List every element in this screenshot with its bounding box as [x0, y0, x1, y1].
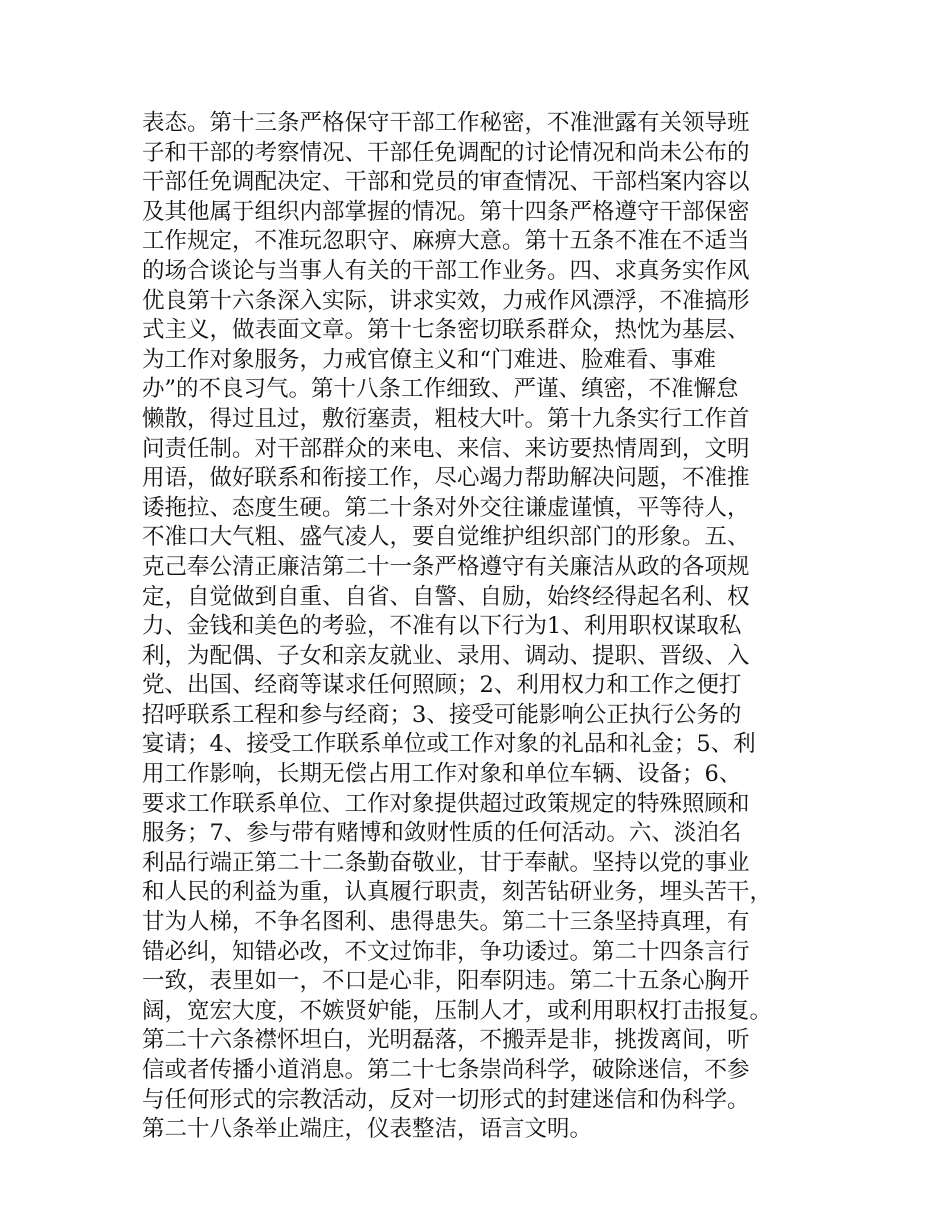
text-line: 党、出国、经商等谋求任何照顾；2、利用权力和工作之便打: [142, 672, 742, 699]
text-line: 招呼联系工程和参与经商；3、接受可能影响公正执行公务的: [142, 701, 742, 728]
text-line: 错必纠，知错必改，不文过饰非，争功诿过。第二十四条言行: [142, 938, 750, 965]
text-line: 办”的不良习气。第十八条工作细致、严谨、缜密，不准懈怠: [142, 376, 739, 403]
text-line: 利，为配偶、子女和亲友就业、录用、调动、提职、晋级、入: [142, 642, 750, 669]
text-line: 克己奉公清正廉洁第二十一条严格遵守有关廉洁从政的各项规: [142, 553, 750, 580]
text-line: 力、金钱和美色的考验，不准有以下行为1、利用职权谋取私: [142, 613, 742, 640]
text-line: 工作规定，不准玩忽职守、麻痹大意。第十五条不准在不适当: [142, 228, 750, 255]
text-line: 用工作影响，长期无偿占用工作对象和单位车辆、设备；6、: [142, 761, 742, 788]
text-line: 懒散，得过且过，敷衍塞责，粗枝大叶。第十九条实行工作首: [142, 405, 750, 432]
text-line: 定，自觉做到自重、自省、自警、自励，始终经得起名利、权: [142, 583, 750, 610]
text-line: 和人民的利益为重，认真履行职责，刻苦钻研业务，埋头苦干，: [142, 879, 773, 906]
text-line: 与任何形式的宗教活动，反对一切形式的封建迷信和伪科学。: [142, 1086, 750, 1113]
text-line: 及其他属于组织内部掌握的情况。第十四条严格遵守干部保密: [142, 198, 750, 225]
text-line: 信或者传播小道消息。第二十七条崇尚科学，破除迷信，不参: [142, 1057, 750, 1083]
text-line: 子和干部的考察情况、干部任免调配的讨论情况和尚未公布的: [142, 139, 750, 166]
text-line: 甘为人梯，不争名图利、患得患失。第二十三条坚持真理，有: [142, 909, 750, 936]
text-line: 阔，宽宏大度，不嫉贤妒能，压制人才，或利用职权打击报复。: [142, 997, 773, 1024]
text-line: 干部任免调配决定、干部和党员的审查情况、干部档案内容以: [142, 169, 750, 196]
text-line: 问责任制。对干部群众的来电、来信、来访要热情周到，文明: [142, 435, 750, 462]
text-line: 宴请；4、接受工作联系单位或工作对象的礼品和礼金；5、利: [142, 731, 756, 758]
text-line: 式主义，做表面文章。第十七条密切联系群众，热忱为基层、: [142, 317, 750, 344]
text-line: 的场合谈论与当事人有关的干部工作业务。四、求真务实作风: [142, 257, 750, 284]
text-line: 表态。第十三条严格保守干部工作秘密，不准泄露有关领导班: [142, 110, 750, 136]
text-line: 一致，表里如一，不口是心非，阳奉阴违。第二十五条心胸开: [142, 968, 750, 995]
text-line: 用语，做好联系和衔接工作，尽心竭力帮助解决问题，不准推: [142, 465, 750, 492]
text-line: 为工作对象服务，力戒官僚主义和“门难进、脸难看、事难: [142, 346, 717, 373]
body-text: [142, 109, 822, 1145]
text-line: 不准口大气粗、盛气凌人，要自觉维护组织部门的形象。五、: [142, 524, 750, 551]
text-line: 要求工作联系单位、工作对象提供超过政策规定的特殊照顾和: [142, 790, 750, 817]
text-line: 服务；7、参与带有赌博和敛财性质的任何活动。六、淡泊名: [142, 820, 742, 847]
text-line: 优良第十六条深入实际，讲求实效，力戒作风漂浮，不准搞形: [142, 287, 750, 314]
text-line: 诿拖拉、态度生硬。第二十条对外交往谦虚谨慎，平等待人，: [142, 494, 750, 521]
text-line: 第二十八条举止端庄，仪表整洁，语言文明。: [142, 1116, 593, 1143]
text-line: 利品行端正第二十二条勤奋敬业，甘于奉献。坚持以党的事业: [142, 849, 750, 876]
text-line: 第二十六条襟怀坦白，光明磊落，不搬弄是非，挑拨离间，听: [142, 1027, 750, 1054]
